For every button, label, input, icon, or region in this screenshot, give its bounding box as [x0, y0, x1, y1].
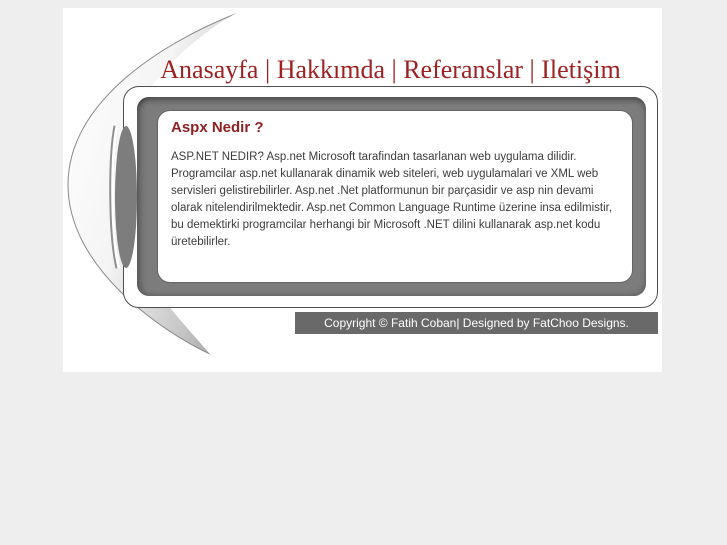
article-text: ASP.NET NEDIR? Asp.net Microsoft tarafindan tasarlanan web uygulama dilidir. Programcilar asp.net kullanarak dinamik web siteleri, web uygulamalari ve XML web servisleri gelistirebilirler. Asp.net .Net platformunun bir parçasidir ve asp nin devami olarak nitelendirilmektedir. Asp.net Common Language Runtime üzerine insa edilmistir, bu demektirki programcilar herhangi bir Microsoft .NET dilini kullanarak asp.net kodu üretebilirler. [171, 151, 613, 248]
nav-link-iletisim[interactable]: Iletişim [541, 55, 621, 84]
nav-link-hakkimda[interactable]: Hakkımda [276, 55, 385, 84]
nav-separator: | [385, 55, 404, 84]
nav-link-referanslar[interactable]: Referanslar [403, 55, 524, 84]
nav-separator: | [258, 55, 277, 84]
content-box [123, 86, 658, 308]
content-panel [157, 110, 633, 283]
nav-link-anasayfa[interactable]: Anasayfa [160, 55, 259, 84]
page-title: Aspx Nedir ? [171, 119, 264, 136]
content-box-frame [137, 97, 646, 296]
footer-copyright: Copyright © Fatih Coban| Designed by FatChoo Designs. [295, 312, 658, 334]
main-nav [123, 54, 658, 86]
oval-graphic-icon [104, 123, 144, 271]
nav-separator: | [523, 55, 542, 84]
